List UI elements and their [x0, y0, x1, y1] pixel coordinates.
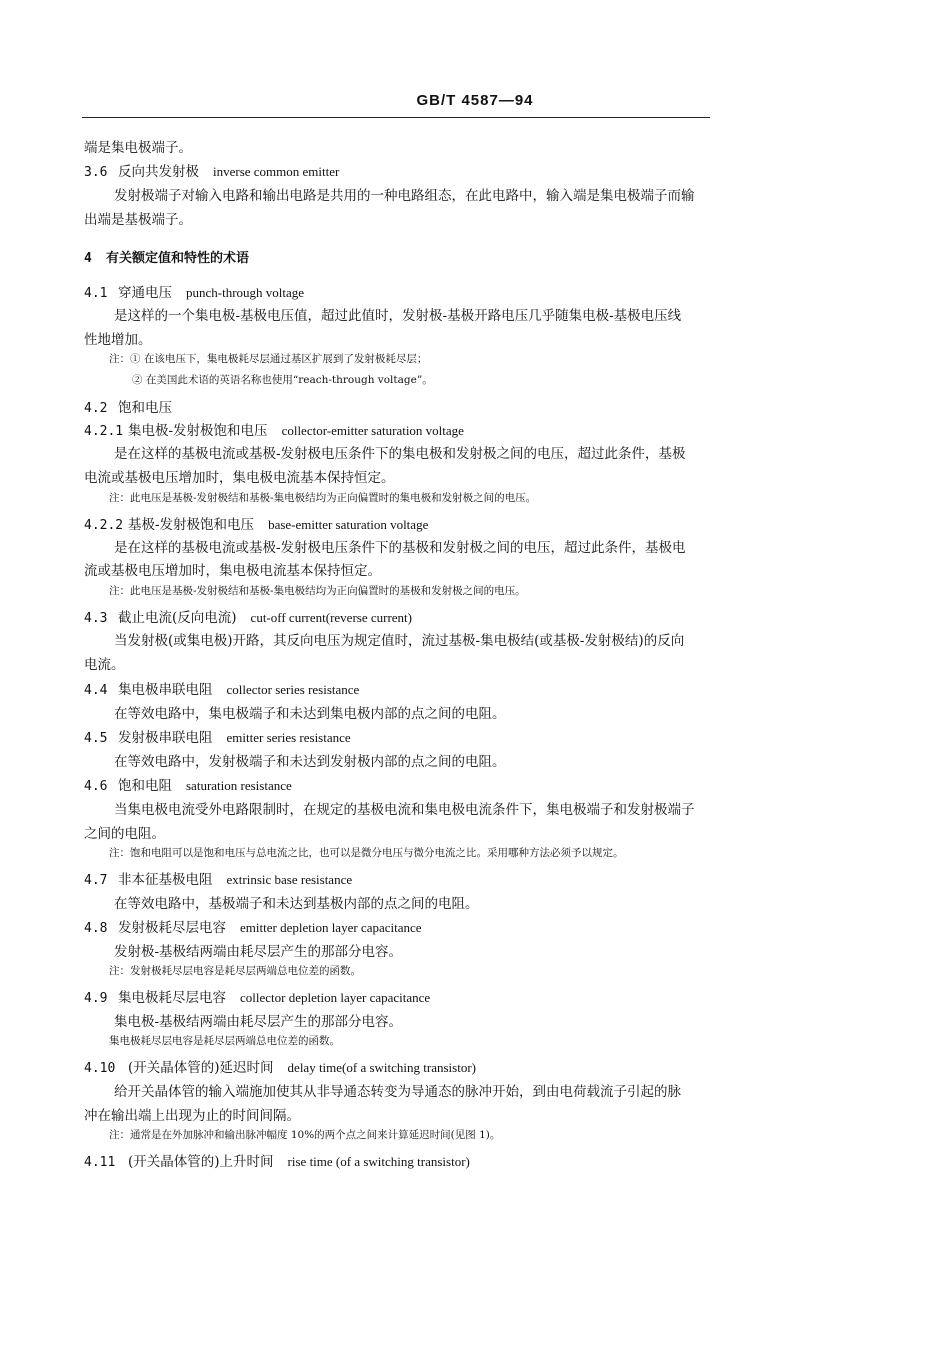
paragraph-line: 冲在输出端上出现为止的时间间隔。	[84, 1108, 300, 1124]
term-number: 4.2.2	[84, 518, 124, 533]
term-chinese: 发射极串联电阻	[118, 730, 213, 746]
note-line: 注：① 在该电压下，集电极耗尽层通过基区扩展到了发射极耗尽层；	[109, 353, 428, 365]
term-chinese: 反向共发射极	[118, 164, 199, 180]
paragraph-line: 端是集电极端子。	[84, 140, 192, 156]
term-entry	[84, 868, 352, 888]
term-english: collector depletion layer capacitance	[240, 990, 431, 1005]
term-english: emitter depletion layer capacitance	[240, 920, 422, 935]
page-header: GB/T 4587—94	[416, 92, 534, 109]
paragraph-line: 是在这样的基极电流或基极-发射极电压条件下的集电极和发射极之间的电压，超过此条件，基极	[114, 446, 686, 462]
term-number: 3.6	[84, 165, 108, 180]
paragraph-line: 电流或基极电压增加时，集电极电流基本保持恒定。	[84, 470, 395, 486]
term-chinese: (开关晶体管的)延迟时间	[128, 1060, 274, 1076]
term-english: collector-emitter saturation voltage	[281, 423, 464, 438]
term-chinese: 集电极串联电阻	[118, 682, 213, 698]
term-english: punch-through voltage	[186, 285, 305, 300]
paragraph-line: 当集电极电流受外电路限制时，在规定的基极电流和集电极电流条件下，集电极端子和发射极端子	[114, 802, 695, 818]
paragraph-line: 发射极-基极结两端由耗尽层产生的那部分电容。	[114, 944, 403, 960]
term-number: 4.4	[84, 683, 108, 698]
term-number: 4.9	[84, 991, 108, 1006]
term-english: base-emitter saturation voltage	[268, 517, 429, 532]
paragraph-line: 在等效电路中，集电极端子和未达到集电极内部的点之间的电阻。	[114, 706, 506, 722]
paragraph-line: 电流。	[84, 657, 125, 673]
term-number: 4.7	[84, 873, 108, 888]
term-entry	[84, 606, 412, 626]
term-number: 4.5	[84, 731, 108, 746]
term-chinese: 截止电流(反向电流)	[118, 610, 237, 626]
note-line: 注：通常是在外加脉冲和输出脉冲幅度 10%的两个点之间来计算延迟时间(见图 1)。	[109, 1129, 501, 1141]
paragraph-line: 之间的电阻。	[84, 826, 165, 842]
term-english: rise time (of a switching transistor)	[287, 1154, 470, 1169]
term-chinese: 饱和电压	[118, 400, 172, 416]
term-number: 4.8	[84, 921, 108, 936]
term-entry	[84, 916, 422, 936]
note-line: 注：此电压是基极-发射极结和基极-集电极结均为正向偏置时的基极和发射极之间的电压。	[109, 585, 526, 597]
term-entry	[84, 160, 339, 180]
header-rule	[82, 117, 710, 118]
term-chinese: (开关晶体管的)上升时间	[128, 1154, 274, 1170]
term-entry	[84, 281, 304, 301]
note-line: 注：饱和电阻可以是饱和电压与总电流之比，也可以是微分电压与微分电流之比。采用哪种方法必须予以规定。	[109, 847, 624, 859]
term-english: saturation resistance	[186, 778, 292, 793]
term-entry	[84, 1150, 470, 1170]
paragraph-line: 发射极端子对输入电路和输出电路是共用的一种电路组态，在此电路中，输入端是集电极端子而输	[114, 188, 695, 204]
term-chinese: 饱和电阻	[118, 778, 172, 794]
term-chinese: 穿通电压	[118, 285, 172, 301]
paragraph-line: 给开关晶体管的输入端施加使其从非导通态转变为导通态的脉冲开始，到由电荷载流子引起的脉	[114, 1084, 681, 1100]
term-number: 4.11	[84, 1155, 116, 1170]
term-entry	[84, 1056, 476, 1076]
paragraph-line: 当发射极(或集电极)开路，其反向电压为规定值时，流过基极-集电极结(或基极-发射极结)的反向	[114, 633, 685, 649]
term-english: collector series resistance	[226, 682, 360, 697]
term-english: inverse common emitter	[213, 164, 340, 179]
term-english: emitter series resistance	[226, 730, 351, 745]
term-number: 4.2	[84, 401, 108, 416]
term-english: cut-off current(reverse current)	[250, 610, 412, 625]
section-title: 有关额定值和特性的术语	[106, 251, 250, 266]
paragraph-line: 在等效电路中，基极端子和未达到基极内部的点之间的电阻。	[114, 896, 479, 912]
term-chinese: 集电极耗尽层电容	[118, 990, 226, 1006]
term-entry	[84, 396, 172, 416]
note-line: 集电极耗尽层电容是耗尽层两端总电位差的函数。	[109, 1035, 340, 1047]
term-number: 4.2.1	[84, 424, 124, 439]
paragraph-line: 集电极-基极结两端由耗尽层产生的那部分电容。	[114, 1014, 403, 1030]
term-chinese: 非本征基极电阻	[118, 872, 213, 888]
term-entry	[84, 419, 464, 439]
section-heading	[84, 247, 249, 266]
paragraph-line: 在等效电路中，发射极端子和未达到发射极内部的点之间的电阻。	[114, 754, 506, 770]
term-chinese: 基极-发射极饱和电压	[128, 517, 255, 533]
paragraph-line: 出端是基极端子。	[84, 212, 192, 228]
section-number: 4	[84, 251, 92, 266]
term-entry	[84, 513, 428, 533]
paragraph-line: 流或基极电压增加时，集电极电流基本保持恒定。	[84, 563, 381, 579]
term-entry	[84, 726, 351, 746]
term-number: 4.6	[84, 779, 108, 794]
term-chinese: 发射极耗尽层电容	[118, 920, 226, 936]
term-entry	[84, 986, 430, 1006]
note-line: 注：此电压是基极-发射极结和基极-集电极结均为正向偏置时的集电极和发射极之间的电压。	[109, 492, 537, 504]
note-line: 注：发射极耗尽层电容是耗尽层两端总电位差的函数。	[109, 965, 361, 977]
term-entry	[84, 678, 359, 698]
term-chinese: 集电极-发射极饱和电压	[128, 423, 268, 439]
paragraph-line: 是在这样的基极电流或基极-发射极电压条件下的基极和发射极之间的电压，超过此条件，基极电	[114, 540, 686, 556]
paragraph-line: 是这样的一个集电极-基极电压值，超过此值时，发射极-基极开路电压几乎随集电极-基极电压线	[114, 308, 682, 324]
term-english: extrinsic base resistance	[226, 872, 353, 887]
term-english: delay time(of a switching transistor)	[287, 1060, 476, 1075]
term-number: 4.3	[84, 611, 108, 626]
term-entry	[84, 774, 292, 794]
term-number: 4.1	[84, 286, 108, 301]
paragraph-line: 性地增加。	[84, 332, 152, 348]
term-number: 4.10	[84, 1061, 116, 1076]
note-line: ② 在美国此术语的英语名称也使用“reach-through voltage”。	[132, 374, 433, 386]
